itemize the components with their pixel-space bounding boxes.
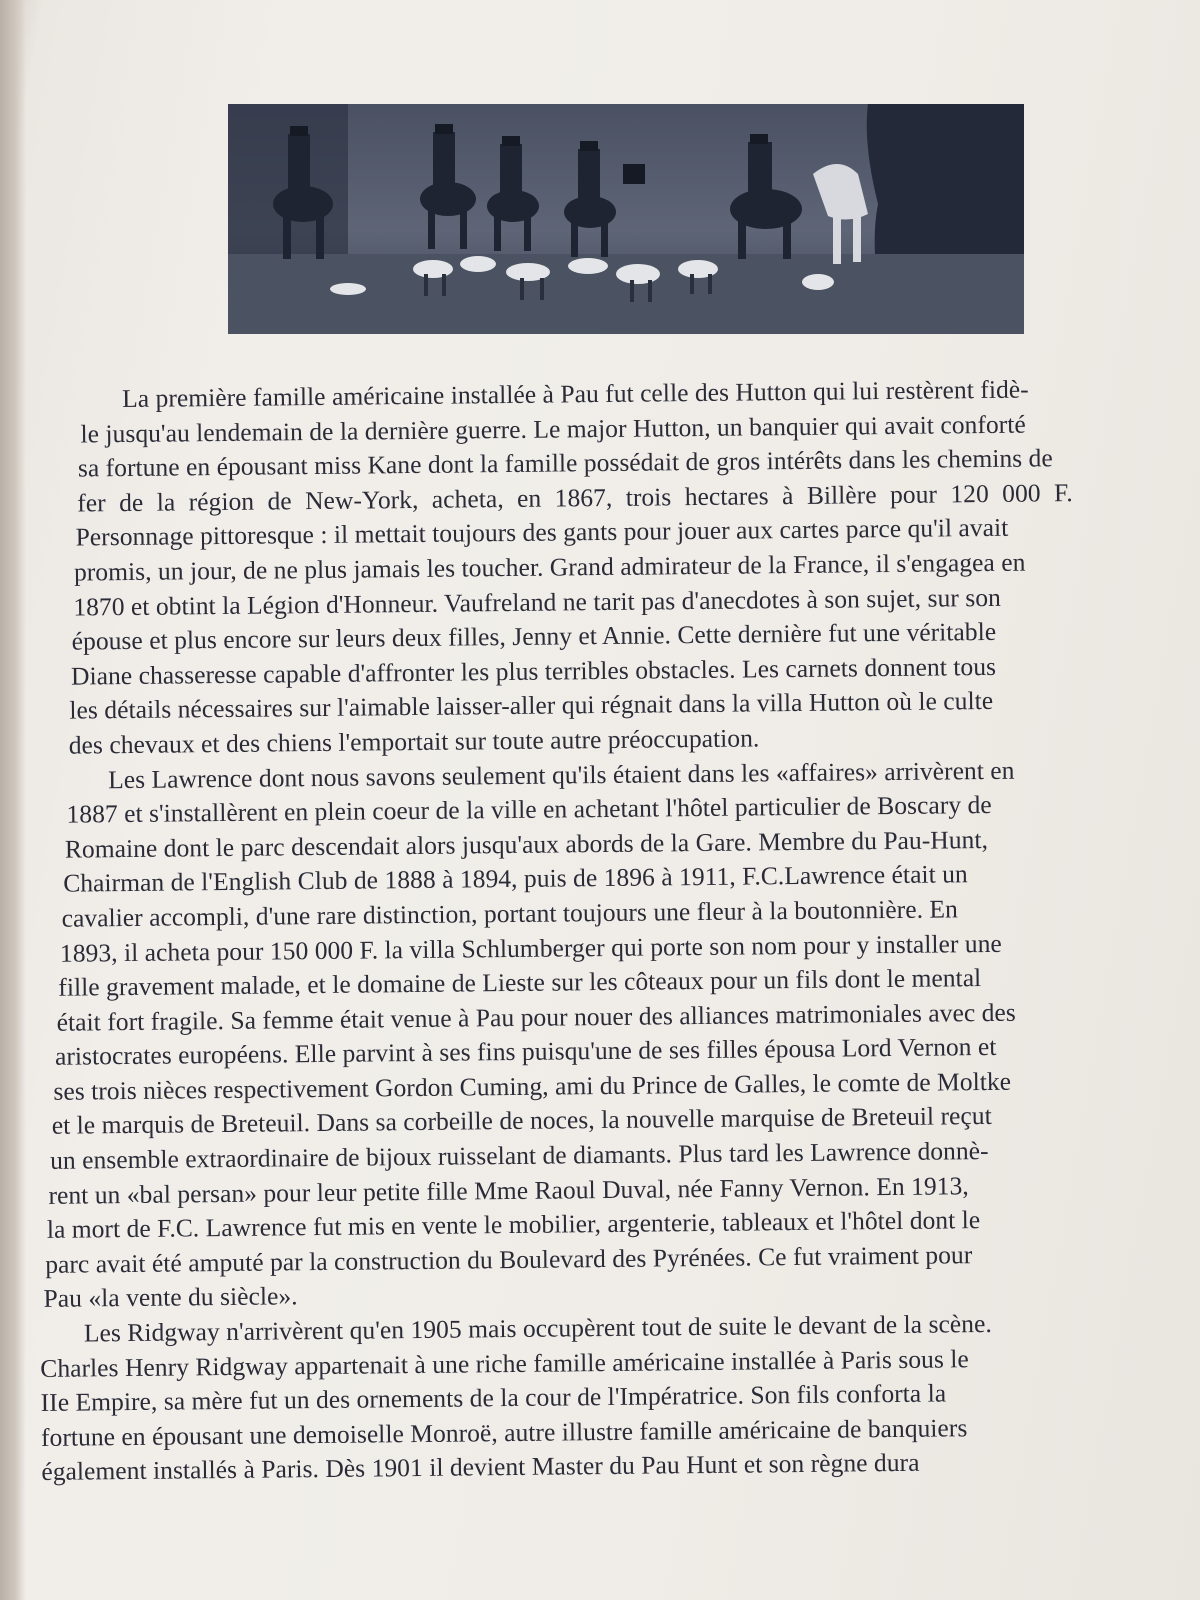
- text-line: Personnage pittoresque : il mettait toujours des gants pour jouer aux cartes parce qu'il avait: [75, 513, 1009, 552]
- text-line: Les Ridgway n'arrivèrent qu'en 1905 mais occupèrent tout de suite le devant de la scène.: [83, 1309, 992, 1348]
- text-line: Les Lawrence dont nous savons seulement qu'ils étaient dans les «affaires» arrivèrent en: [108, 755, 1015, 794]
- text-line: Diane chasseresse capable d'affronter les plus terribles obstacles. Les carnets donnent tous: [70, 651, 997, 691]
- hunting-party-photograph-icon: [228, 104, 1024, 334]
- text-line: épouse et plus encore sur leurs deux filles, Jenny et Annie. Cette dernière fut une véritable: [71, 617, 997, 656]
- text-line: Romaine dont le parc descendait alors jusqu'aux abords de la Gare. Membre du Pau-Hunt,: [64, 824, 989, 864]
- text-line: les détails nécessaires sur l'aimable laisser-aller qui régnait dans la villa Hutton où le culte: [69, 686, 994, 725]
- text-line: fer de la région de New-York, acheta, en 1867, trois hectares à Billère pour 120 000 F.: [77, 477, 1073, 518]
- hunting-party-photo: [228, 104, 1024, 334]
- article-text: [30, 371, 1200, 1490]
- text-line: était fort fragile. Sa femme était venue à Pau pour nouer des alliances matrimoniales avec des: [56, 997, 1016, 1037]
- text-line: Pau «la vente du siècle».: [43, 1281, 298, 1314]
- paragraph-2: [34, 751, 1200, 1317]
- text-line: IIe Empire, sa mère fut un des ornements de la cour de l'Impératrice. Son fils conforta la: [40, 1378, 947, 1418]
- text-line: parc avait été amputé par la construction du Boulevard des Pyrénées. Ce fut vraiment pour: [45, 1240, 973, 1279]
- text-line: 1887 et s'installèrent en plein coeur de la ville en achetant l'hôtel particulier de Boscary de: [66, 790, 992, 829]
- text-line: La première famille américaine installée à Pau fut celle des Hutton qui lui restèrent fidè-: [122, 374, 1029, 414]
- text-line: Charles Henry Ridgway appartenait à une riche famille américaine installée à Paris sous le: [40, 1343, 969, 1383]
- text-line: un ensemble extraordinaire de bijoux ruisselant de diamants. Plus tard les Lawrence donnè-: [49, 1136, 989, 1175]
- text-line: ses trois nièces respectivement Gordon Cuming, ami du Prince de Galles, le comte de Moltke: [53, 1066, 1012, 1106]
- text-line: le jusqu'au lendemain de la dernière guerre. Le major Hutton, un banquier qui avait conforté: [80, 409, 1026, 449]
- text-line: la mort de F.C. Lawrence fut mis en vente le mobilier, argenterie, tableaux et l'hôtel dont le: [46, 1205, 981, 1245]
- text-line: aristocrates européens. Elle parvint à ses fins puisqu'une de ses filles épousa Lord Vernon et: [54, 1032, 997, 1072]
- text-line: sa fortune en épousant miss Kane dont la famille possédait de gros intérêts dans les chemins de: [77, 443, 1053, 483]
- text-line: des chevaux et des chiens l'emportait sur toute autre préoccupation.: [68, 723, 760, 760]
- text-line: et le marquis de Breteuil. Dans sa corbeille de noces, la nouvelle marquise de Breteuil reçut: [51, 1101, 992, 1141]
- text-line: également installés à Paris. Dès 1901 il devient Master du Pau Hunt et son règne dura: [41, 1448, 920, 1487]
- text-line: Chairman de l'English Club de 1888 à 1894, puis de 1896 à 1911, F.C.Lawrence était un: [63, 859, 968, 898]
- text-line: 1870 et obtint la Légion d'Honneur. Vaufreland ne tarit pas d'anecdotes à son sujet, sur son: [73, 582, 1002, 622]
- text-line: promis, un jour, de ne plus jamais les toucher. Grand admirateur de la France, il s'engagea en: [73, 547, 1026, 587]
- text-line: rent un «bal persan» pour leur petite fille Mme Raoul Duval, née Fanny Vernon. En 1913,: [48, 1170, 969, 1210]
- paragraph-3: [40, 1305, 1200, 1490]
- page-binding-shadow: [0, 0, 26, 1600]
- paragraph-1: [30, 371, 1200, 764]
- text-line: 1893, il acheta pour 150 000 F. la villa Schlumberger qui porte son nom pour y installer une: [59, 928, 1002, 968]
- text-line: fortune en épousant une demoiselle Monroë, autre illustre famille américaine de banquiers: [40, 1413, 968, 1452]
- text-line: fille gravement malade, et le domaine de Lieste sur les côteaux pour un fils dont le mental: [58, 963, 982, 1002]
- text-line: cavalier accompli, d'une rare distinction, portant toujours une fleur à la boutonnière. En: [61, 894, 959, 933]
